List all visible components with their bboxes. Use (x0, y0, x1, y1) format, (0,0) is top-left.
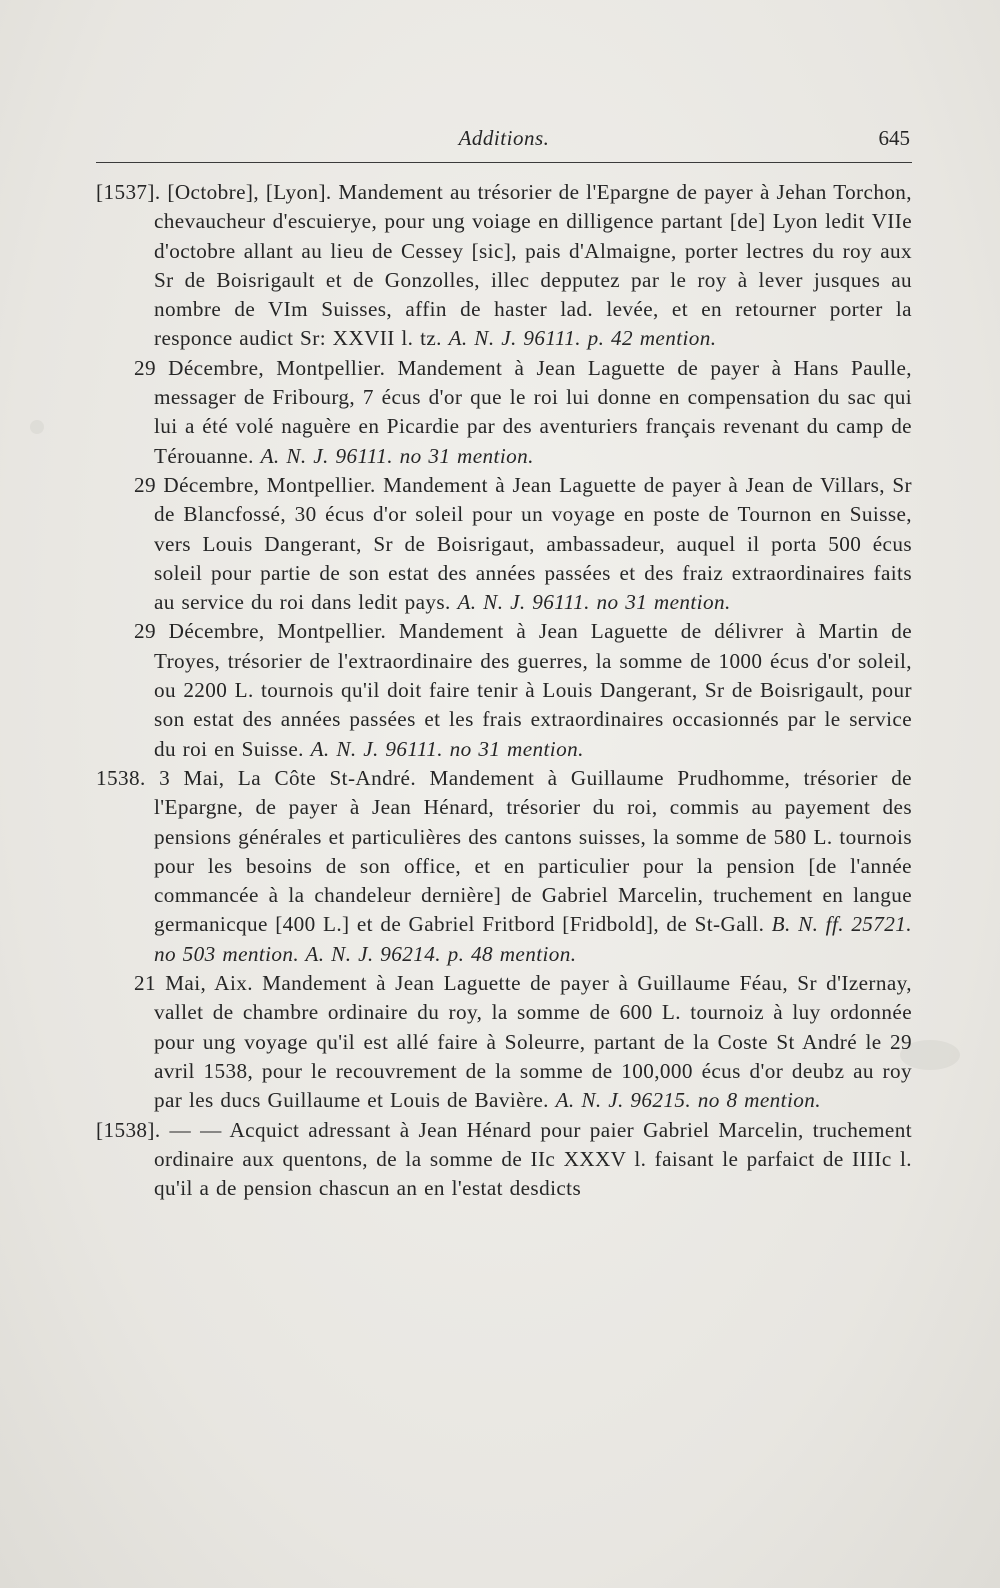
entry-reference: A. N. J. 96215. no 8 mention. (555, 1088, 821, 1113)
entry-text: 29 Décembre, Montpellier. Mandement à Jean Laguette de payer à Hans Paulle, messager de Fribourg, 7 écus d'or que le roi lui donne en compensation du sac qui lui a été volé naguère en Picardie par des aventuriers français revenant du camp de Térouanne. (134, 355, 912, 468)
body-text (96, 178, 912, 1203)
entry-21-mai-aix (96, 969, 912, 1115)
entry-1538-acquict (96, 1116, 912, 1204)
entry-29-decembre-hans-paulle (96, 354, 912, 471)
entry-text: 1538. 3 Mai, La Côte St-André. Mandement à Guillaume Prudhomme, trésorier de l'Epargne, de payer à Jean Hénard, trésorier du roi, commis au payement des pensions générales et particulières des cantons suisses, la somme de 580 L. tournois pour les besoins de son office, et en particulier pour la pension [de l'année commancée à la chandeleur dernière] de Gabriel Marcelin, truchement en langue germanicque [400 L.] et de Gabriel Fritbord [Fridbold], de St-Gall. (96, 765, 912, 937)
entry-29-decembre-jean-de-villars (96, 471, 912, 617)
entry-reference: A. N. J. 96111. no 31 mention. (260, 443, 534, 468)
entry-29-decembre-martin-de-troyes (96, 617, 912, 763)
entry-text: 29 Décembre, Montpellier. Mandement à Jean Laguette de payer à Jean de Villars, Sr de Blancfossé, 30 écus d'or soleil pour un voyage en poste de Tournon en Suisse, vers Louis Dangerant, Sr de Boisrigaut, ambassadeur, auquel il porta 500 écus soleil pour partie de son estat des années passées et des fraiz extraordinaires faits au service du roi dans ledit pays. (134, 472, 912, 615)
entry-text: [1538]. — — Acquict adressant à Jean Hénard pour paier Gabriel Marcelin, truchement ordinaire aux quentons, de la somme de IIc XXXV l. faisant le parfaict de IIIIc l. qu'il a de pension chascun an en l'estat desdicts (96, 1117, 912, 1201)
page-number: 645 (878, 126, 910, 150)
entry-reference: A. N. J. 96111. no 31 mention. (310, 736, 584, 761)
entry-reference: B. N. ff. 25721. no 503 mention. A. N. J. 96214. p. 48 mention. (154, 912, 912, 966)
page-header (96, 126, 912, 162)
running-title: Additions. (458, 126, 550, 150)
header-rule (96, 162, 912, 163)
entry-text: [1537]. [Octobre], [Lyon]. Mandement au trésorier de l'Epargne de payer à Jehan Torchon, chevaucheur d'escuierye, pour ung voiage en dilligence partant [de] Lyon ledit VIIe d'octobre allant au lieu de Cessey [sic], pais d'Almaigne, porter lectres du roy aux Sr de Boisrigault et de Gonzolles, illec depputez par le roy à lever jusques au nombre de VIm Suisses, affin de haster lad. levée, et en retourner porter la responce audict Sr: XXVII l. tz. (96, 180, 912, 351)
entry-text: 21 Mai, Aix. Mandement à Jean Laguette de payer à Guillaume Féau, Sr d'Izernay, vallet de chambre ordinaire du roy, la somme de 600 L. tournoiz à luy ordonnée pour ung voyage qu'il est allé faire à Soleurre, partant de la Coste St André le 29 avril 1538, pour le recouvrement de la somme de 100,000 écus d'or deubz au roy par les ducs Guillaume et Louis de Bavière. (134, 971, 912, 1113)
entry-text: 29 Décembre, Montpellier. Mandement à Jean Laguette de délivrer à Martin de Troyes, trésorier de l'extraordinaire des guerres, la somme de 1000 écus d'or soleil, ou 2200 L. tournois qu'il doit faire tenir à Louis Dangerant, Sr de Boisrigault, pour son estat des années passées et les frais extraordinaires occasionnés par le service du roi en Suisse. (134, 619, 912, 761)
entry-reference: A. N. J. 96111. p. 42 mention. (448, 326, 717, 351)
entry-1537-octobre (96, 178, 912, 354)
entry-1538-3-mai (96, 764, 912, 969)
entry-reference: A. N. J. 96111. no 31 mention. (457, 590, 731, 615)
